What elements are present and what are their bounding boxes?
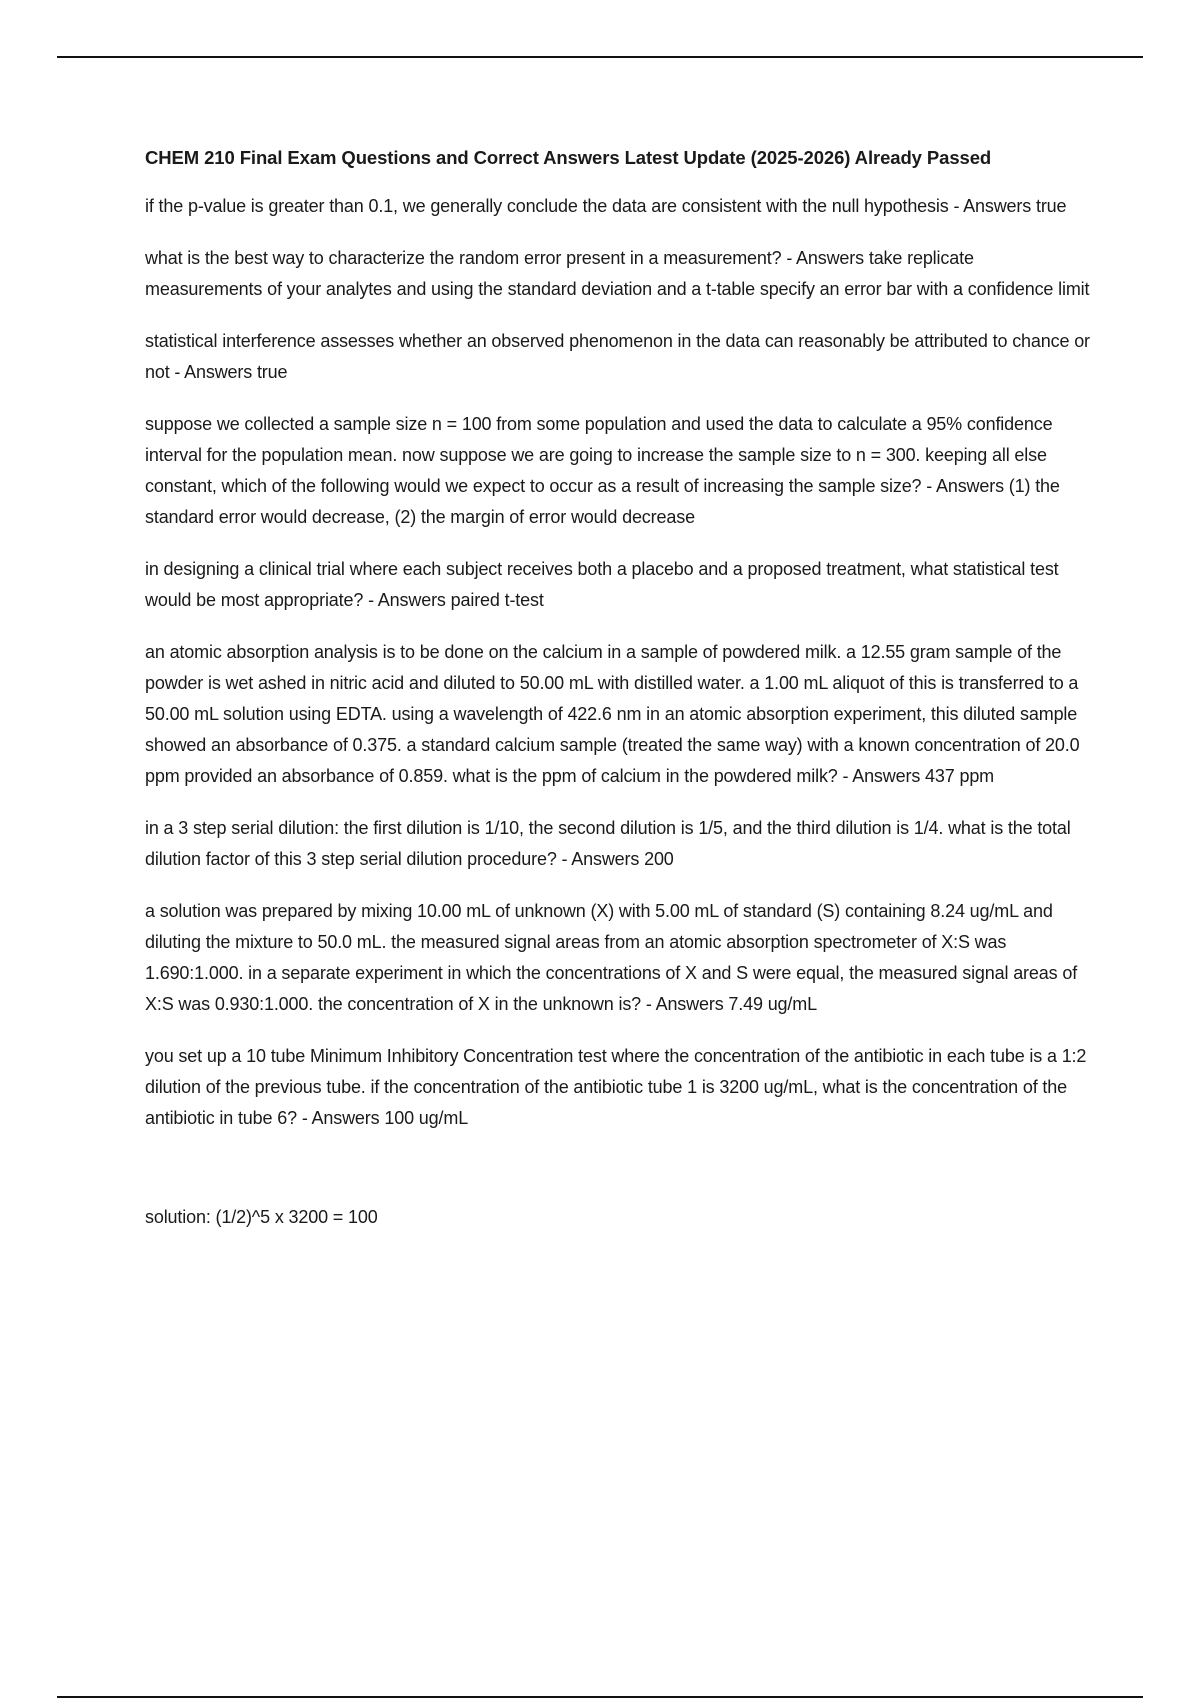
question-text: a solution was prepared by mixing 10.00 mL of unknown (X) with 5.00 mL of standard (S) containing 8.24 ug/mL and diluting the mixture to 50.0 mL. the measured signal areas from an atomic absorption spectrometer of X:S was 1.690:1.000. in a separate experiment in which the concentrations of X and S were equal, the measured signal areas of X:S was 0.930:1.000. the concentration of X in the unknown is? (145, 901, 1078, 1014)
question-text: what is the best way to characterize the random error present in a measurement? (145, 248, 782, 268)
question-text: you set up a 10 tube Minimum Inhibitory Concentration test where the concentration of the antibiotic in each tube is a 1:2 dilution of the previous tube. if the concentration of the antibiotic tube 1 is 3200 ug/mL, what is the concentration of the antibiotic in tube 6? (145, 1046, 1087, 1128)
answer-separator: - Answers (296, 1108, 385, 1128)
answer-text: 100 ug/mL (384, 1108, 469, 1128)
answer-text: true (1035, 196, 1067, 216)
question-text: if the p-value is greater than 0.1, we generally conclude the data are consistent with the null hypothesis (145, 196, 949, 216)
document-title: CHEM 210 Final Exam Questions and Correct Answers Latest Update (2025-2026) Already Passed (145, 147, 992, 168)
answer-text: paired t-test (450, 590, 544, 610)
solution-line: solution: (1/2)^5 x 3200 = 100 (145, 1207, 378, 1227)
answer-separator: - Answers (837, 766, 926, 786)
answer-text: (1) the standard error would decrease, (2) the margin of error would decrease (145, 476, 1060, 527)
question-text: suppose we collected a sample size n = 100 from some population and used the data to calculate a 95% confidence interval for the population mean. now suppose we are going to increase the sample size to n = 300. keeping all else constant, which of the following would we expect to occur as a result of increasing the sample size? (145, 414, 1053, 496)
answer-separator: - Answers (363, 590, 451, 610)
answer-text: 200 (644, 849, 674, 869)
answer-text: true (256, 362, 288, 382)
top-rule (57, 56, 1143, 58)
answer-separator: - Answers (781, 248, 869, 268)
answer-separator: - Answers (556, 849, 645, 869)
answer-text: 7.49 ug/mL (728, 994, 817, 1014)
qa-item-5 (145, 554, 1090, 616)
bottom-rule (57, 1696, 1143, 1698)
qa-item-7 (145, 813, 1090, 875)
question-text: statistical interference assesses whether an observed phenomenon in the data can reasonably be attributed to chance or not (145, 331, 1090, 382)
qa-item-9 (145, 1041, 1090, 1134)
qa-item-8 (145, 896, 1090, 1020)
qa-item-4 (145, 409, 1090, 533)
question-text: an atomic absorption analysis is to be done on the calcium in a sample of powdered milk. a 12.55 gram sample of the powder is wet ashed in nitric acid and diluted to 50.00 mL with distilled water. a 1.00 mL aliquot of this is transferred to a 50.00 mL solution using EDTA. using a wavelength of 422.6 nm in an atomic absorption experiment, this diluted sample showed an absorbance of 0.375. a standard calcium sample (treated the same way) with a known concentration of 20.0 ppm provided an absorbance of 0.859. what is the ppm of calcium in the powdered milk? (145, 642, 1080, 786)
answer-text: 437 ppm (925, 766, 995, 786)
question-text: in a 3 step serial dilution: the first dilution is 1/10, the second dilution is 1/5, and the third dilution is 1/4. what is the total dilution factor of this 3 step serial dilution procedure? (145, 818, 1071, 869)
qa-item-3 (145, 326, 1090, 388)
qa-item-6 (145, 637, 1090, 792)
answer-separator: - Answers (169, 362, 257, 382)
document-body (145, 145, 1090, 1233)
qa-item-1 (145, 191, 1090, 222)
answer-text: take replicate measurements of your analytes and using the standard deviation and a t-table specify an error bar with a confidence limit (145, 248, 1090, 299)
qa-item-2 (145, 243, 1090, 305)
answer-separator: - Answers (921, 476, 1009, 496)
question-text: in designing a clinical trial where each subject receives both a placebo and a proposed treatment, what statistical test would be most appropriate? (145, 559, 1059, 610)
answer-separator: - Answers (948, 196, 1036, 216)
answer-separator: - Answers (641, 994, 729, 1014)
